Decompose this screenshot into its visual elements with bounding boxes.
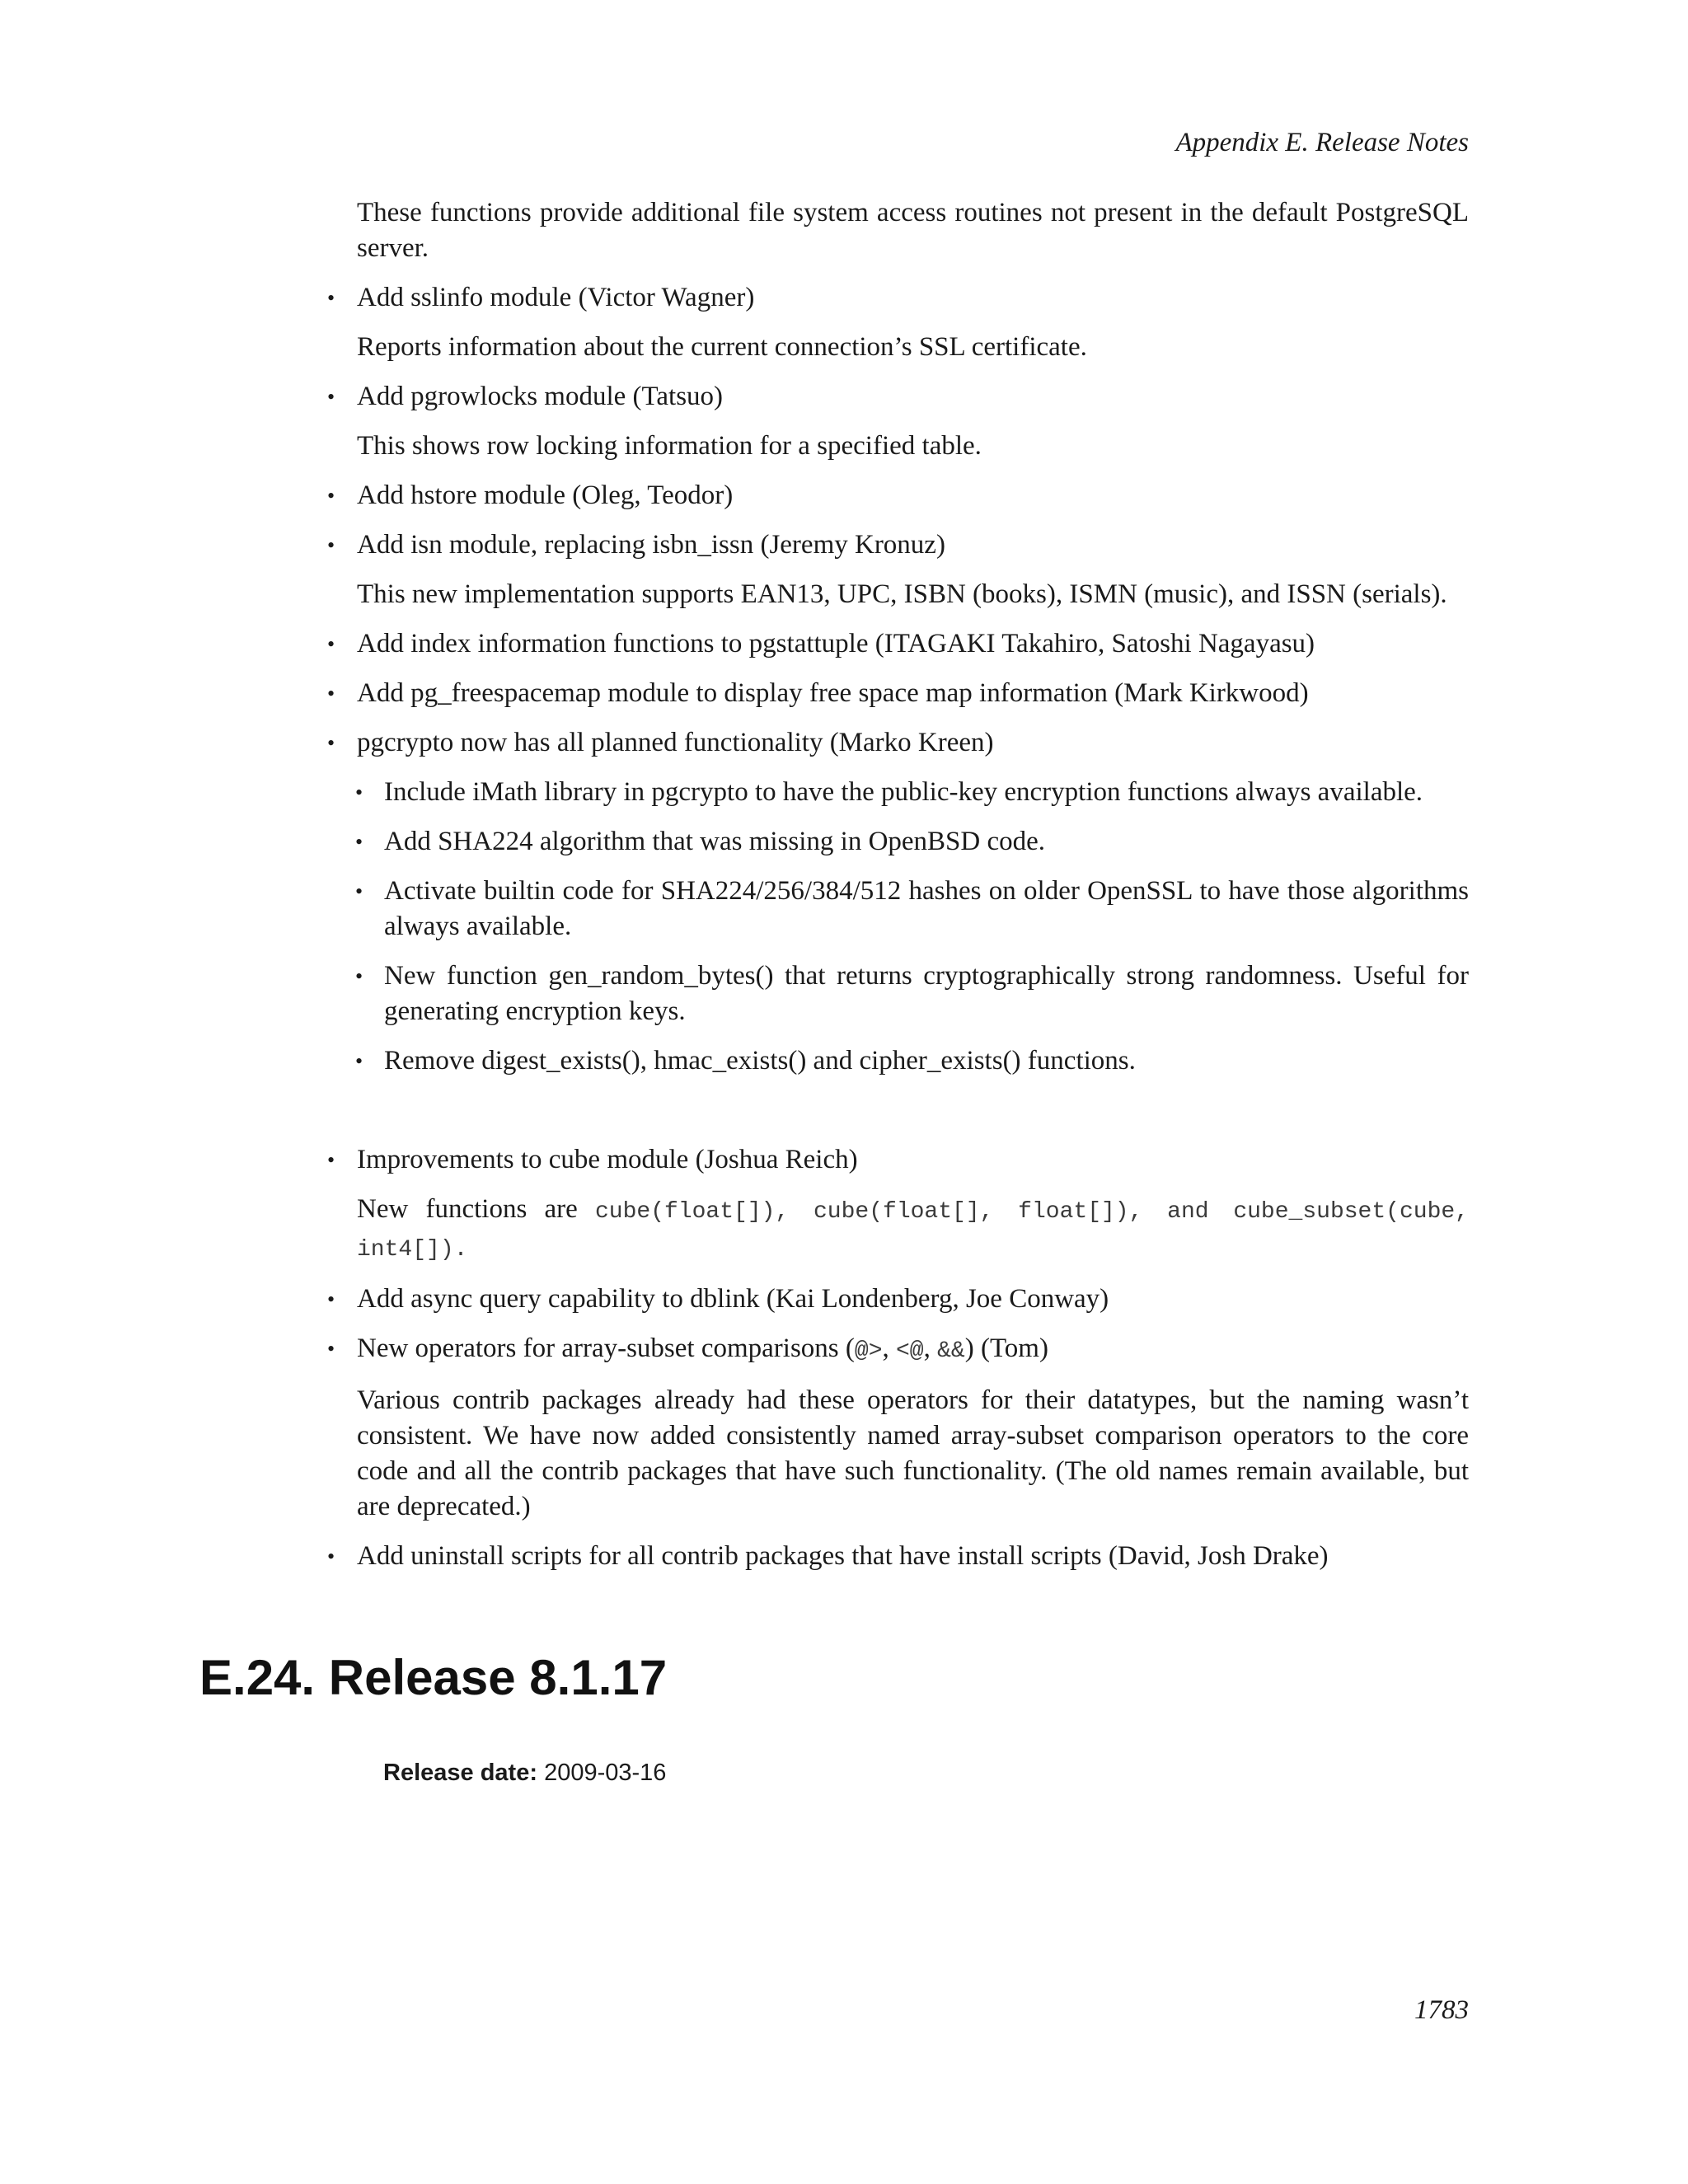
item-note: This new implementation supports EAN13, UPC, ISBN (books), ISMN (music), and ISSN (serials). [357,579,1447,609]
item-text: Add pgrowlocks module (Tatsuo) [357,382,724,411]
list-item [324,280,1469,365]
bullet-icon: • [355,1049,363,1073]
operator-code: <@ [896,1338,924,1364]
item-text: Improvements to cube module (Joshua Reich) [357,1145,858,1174]
release-date-line [383,1757,666,1788]
list-item [324,1331,1469,1525]
sub-list-item [324,874,1469,944]
bullet-icon: • [327,385,335,409]
bullet-icon: • [327,286,335,310]
list-item [324,676,1469,711]
item-text: Add pg_freespacemap module to display free space map information (Mark Kirkwood) [357,678,1309,708]
item-note [357,1192,1469,1268]
text-part: ) (Tom) [964,1333,1048,1363]
list-item [324,1539,1469,1574]
release-date-value: 2009-03-16 [544,1760,667,1786]
page-number: 1783 [1414,1995,1469,2025]
release-date-label: Release date: [383,1760,537,1786]
item-text: Add async query capability to dblink (Kai Londenberg, Joe Conway) [357,1284,1109,1314]
item-text [357,1331,1469,1369]
code-snippet: cube_subset(cube, int4[]) [357,1199,1469,1263]
sub-item-text: New function gen_random_bytes() that returns cryptographically strong randomness. Useful for generating encryption keys. [384,961,1469,1026]
bullet-icon: • [355,780,363,804]
item-note: Various contrib packages already had these operators for their datatypes, but the naming wasn’t consistent. We have now added consistently named array-subset comparison operators to the core code and all the contrib packages that have such functionality. (The old names remain available, but are deprecated.) [357,1385,1469,1521]
sub-item-text: Add SHA224 algorithm that was missing in OpenBSD code. [384,827,1046,856]
text-part: , [882,1333,896,1363]
bullet-icon: • [355,830,363,854]
text-part: New operators for array-subset comparisons ( [357,1333,855,1363]
sub-list-item [324,824,1469,860]
item-text: Add sslinfo module (Victor Wagner) [357,283,755,312]
code-snippet: cube(float[]) [595,1199,776,1225]
bullet-icon: • [327,1337,335,1361]
running-header: Appendix E. Release Notes [1175,128,1469,157]
list-item [324,379,1469,464]
text-part: , [923,1333,938,1363]
operator-code: && [937,1338,965,1364]
operator-code: @> [854,1338,883,1364]
code-suffix: . [453,1237,468,1263]
section-heading: E.24. Release 8.1.17 [199,1650,668,1705]
code-separator: , [775,1199,814,1225]
item-text: Add isn module, replacing isbn_issn (Jeremy Kronuz) [357,530,945,560]
sub-list-item [324,958,1469,1029]
code-snippet: cube(float[], float[]) [814,1199,1129,1225]
bullet-icon: • [327,484,335,508]
sub-item-text: Remove digest_exists(), hmac_exists() and cipher_exists() functions. [384,1046,1136,1076]
page-body [324,195,1469,1574]
bullet-icon: • [355,879,363,903]
note-text: New functions are [357,1194,595,1224]
list-item [324,1142,1469,1268]
sub-list-item [324,1043,1469,1079]
bullet-icon: • [327,533,335,557]
list-item [324,1282,1469,1317]
bullet-icon: • [355,964,363,988]
item-text: Add uninstall scripts for all contrib packages that have install scripts (David, Josh Drake) [357,1541,1329,1571]
bullet-icon: • [327,731,335,755]
list-item [324,626,1469,662]
item-text: Add hstore module (Oleg, Teodor) [357,480,734,510]
list-item [324,527,1469,612]
bullet-icon: • [327,1148,335,1172]
sub-item-text: Include iMath library in pgcrypto to have the public-key encryption functions always available. [384,777,1423,807]
sub-item-text: Activate builtin code for SHA224/256/384/512 hashes on older OpenSSL to have those algorithms always available. [384,876,1469,941]
list-spacer [324,1079,1469,1128]
code-separator: , and [1128,1199,1234,1225]
item-note: Reports information about the current connection’s SSL certificate. [357,332,1087,362]
bullet-icon: • [327,632,335,656]
bullet-icon: • [327,682,335,705]
item-text: pgcrypto now has all planned functionality (Marko Kreen) [357,728,994,757]
intro-paragraph: These functions provide additional file system access routines not present in the default PostgreSQL server. [357,198,1469,263]
list-item [324,725,1469,761]
sub-list-item [324,775,1469,810]
bullet-icon: • [327,1544,335,1568]
item-note: This shows row locking information for a specified table. [357,431,982,461]
list-item [324,478,1469,513]
bullet-icon: • [327,1287,335,1311]
item-text: Add index information functions to pgstattuple (ITAGAKI Takahiro, Satoshi Nagayasu) [357,629,1315,658]
